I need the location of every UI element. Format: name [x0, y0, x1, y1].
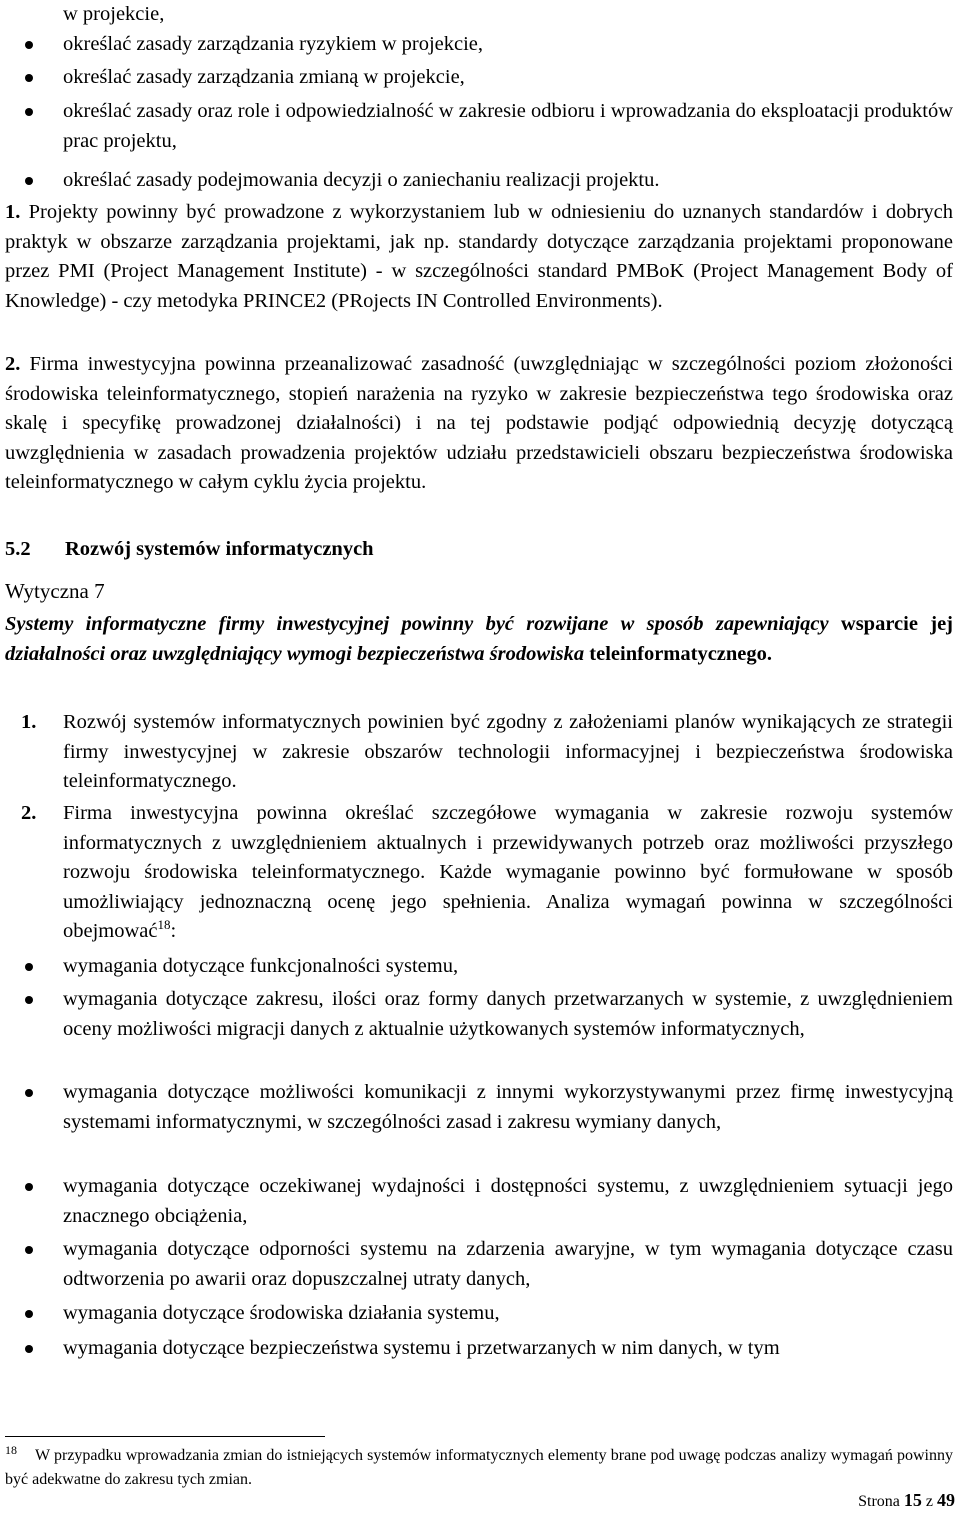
bullet-dot-icon — [25, 1310, 33, 1318]
bullet-item: wymagania dotyczące odporności systemu na zdarzenia awaryjne, w tym wymagania dotyczące czasu odtworzenia po awarii oraz dopuszczalnej utraty danych, — [63, 1235, 953, 1294]
footnote-text: W przypadku wprowadzania zmian do istniejących systemów informatycznych elementy brane pod uwagę podczas analizy wymagań powinny być adekwatne do zakresu tych zmian. — [5, 1447, 953, 1488]
footnote-mark: 18 — [5, 1442, 17, 1457]
bullet-dot-icon — [25, 996, 33, 1004]
paragraph-number: 1. — [21, 711, 37, 733]
bullet-dot-icon — [25, 1246, 33, 1254]
bullet-dot-icon — [25, 177, 33, 185]
continued-fragment: w projekcie, — [63, 3, 165, 25]
bullet-dot-icon — [25, 1089, 33, 1097]
guideline-item-2: 2. Firma inwestycyjna powinna określać szczegółowe wymagania w zakresie rozwoju systemów informatycznych z uwzględnieniem aktualnych i przewidywanych potrzeb oraz możliwości przyszłego rozwoju środowiska teleinformatycznego. Każde wymaganie powinno być formułowane w sposób umożliwiający jednoznaczną ocenę jego spełnienia. Analiza wymagań powinna w szczególności obejmować$^{18}$: — [63, 799, 953, 947]
footnote-reference[interactable]: 18 — [157, 917, 171, 933]
bullet-item: wymagania dotyczące środowiska działania systemu, — [63, 1299, 953, 1329]
paragraph-text: Firma inwestycyjna powinna określać szczegółowe wymagania w zakresie rozwoju systemów informatycznych z uwzględnieniem aktualnych i przewidywanych potrzeb oraz możliwości przyszłego rozwoju środowiska teleinformatycznego. Każde wymaganie powinno być formułowane w sposób umożliwiający jednoznaczną ocenę jego spełnienia. Analiza wymagań powinna w szczególności obejmować — [63, 802, 953, 942]
paragraph-text: Rozwój systemów informatycznych powinien być zgodny z założeniami planów wynikających ze strategii firmy inwestycyjnej w zakresie obszarów technologii informacyjnej i bezpieczeństwa środowiska teleinformatycznego. — [63, 711, 953, 792]
guideline-title: Wytyczna 7 — [5, 579, 105, 603]
paragraph-text: Firma inwestycyjna powinna przeanalizować zasadność (uwzględniając w szczególności poziom złożoności środowiska teleinformatycznego, stopień narażenia na ryzyko w zakresie bezpieczeństwa tego środowiska oraz skalę i specyfikę prowadzonej działalności) i na tej podstawie podjąć odpowiednią decyzję dotyczącą uwzględnienia w zasadach prowadzenia projektów udziału przedstawicieli obszaru bezpieczeństwa środowiska teleinformatycznego w całym cyklu życia projektu. — [5, 353, 954, 493]
section-title: Rozwój systemów informatycznych — [65, 538, 374, 560]
bullet-item: wymagania dotyczące bezpieczeństwa systemu i przetwarzanych w nim danych, w tym — [63, 1334, 953, 1364]
footnote-separator — [5, 1436, 325, 1437]
bullet-item: wymagania dotyczące zakresu, ilości oraz formy danych przetwarzanych w systemie, z uwzględnieniem oceny możliwości migracji danych z aktualnie użytkowanych systemów informatycznych, — [63, 985, 953, 1044]
bullet-item: wymagania dotyczące możliwości komunikacji z innymi wykorzystywanymi przez firmę inwestycyjną systemami informatycznymi, w szczególności zasad i zakresu wymiany danych, — [63, 1078, 953, 1137]
footnote — [5, 1444, 953, 1492]
paragraph-text: Projekty powinny być prowadzone z wykorzystaniem lub w odniesieniu do uznanych standardów i dobrych praktyk w obszarze zarządzania projektami, jak np. standardy dotyczące zarządzania projektami proponowane przez PMI (Project Management Institute) - w szczególności standard PMBoK (Project Management Body of Knowledge) - czy metodyka PRINCE2 (PRojects IN Controlled Environments). — [5, 201, 953, 312]
guideline-statement: Systemy informatyczne firmy inwestycyjnej powinny być rozwijane w sposób zapewniający wsparcie jej działalności oraz uwzględniający wymogi bezpieczeństwa środowiska teleinformatycznego. — [5, 613, 953, 665]
page-number: Strona 15 z 49 — [858, 1490, 955, 1510]
bullet-item: określać zasady oraz role i odpowiedzialność w zakresie odbioru i wprowadzania do eksploatacji produktów prac projektu, — [63, 97, 953, 156]
paragraph-number: 1. — [5, 201, 21, 223]
bullet-item: wymagania dotyczące oczekiwanej wydajności i dostępności systemu, z uwzględnieniem sytuacji jego znacznego obciążenia, — [63, 1172, 953, 1231]
bullet-item: określać zasady podejmowania decyzji o zaniechaniu realizacji projektu. — [63, 166, 953, 196]
bullet-dot-icon — [25, 1183, 33, 1191]
bullet-dot-icon — [25, 963, 33, 971]
guideline-item-1 — [21, 708, 953, 797]
paragraph-number: 2. — [5, 353, 21, 375]
paragraph-number: 2. — [21, 802, 37, 824]
bullet-dot-icon — [25, 41, 33, 49]
bullet-dot-icon — [25, 108, 33, 116]
bullet-item: wymagania dotyczące funkcjonalności systemu, — [63, 952, 953, 982]
bullet-item: określać zasady zarządzania ryzykiem w projekcie, — [63, 30, 953, 60]
numbered-paragraph-2 — [5, 350, 953, 498]
section-number: 5.2 — [5, 538, 31, 560]
numbered-paragraph-1 — [5, 198, 953, 316]
bullet-dot-icon — [25, 1345, 33, 1353]
bullet-item: określać zasady zarządzania zmianą w projekcie, — [63, 63, 953, 93]
bullet-dot-icon — [25, 74, 33, 82]
section-heading — [5, 535, 374, 565]
